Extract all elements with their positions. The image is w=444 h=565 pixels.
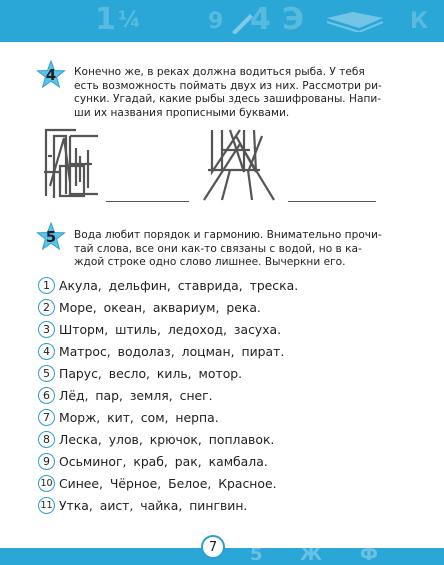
list-item[interactable]: [38, 429, 274, 449]
item-number: 10: [38, 475, 55, 492]
task5-description: [74, 229, 398, 270]
item-number: 3: [38, 321, 55, 338]
encoded-fish-picture-2: [200, 126, 278, 202]
item-text: Матрос, водолаз, лоцман, пират.: [59, 343, 285, 359]
text-line: ждой строке одно слово лишнее. Вычеркни его.: [74, 256, 346, 269]
list-item[interactable]: [38, 341, 284, 361]
list-item[interactable]: [38, 451, 268, 471]
item-number: 2: [38, 299, 55, 316]
item-number: 11: [38, 497, 55, 514]
item-number: 1: [38, 277, 55, 294]
task-number: 4: [45, 66, 57, 84]
item-number: 4: [38, 343, 55, 360]
item-text: Море, океан, аквариум, река.: [59, 299, 261, 315]
list-item[interactable]: [38, 407, 219, 427]
digit-decoration: ¼: [118, 8, 141, 33]
item-text: Лёд, пар, земля, снег.: [59, 387, 213, 403]
letter-decoration: Ф: [360, 544, 378, 565]
text-line: сунки. Угадай, какие рыбы здесь зашифрованы. Напи-: [74, 93, 382, 106]
encoded-fish-picture-1: [40, 126, 104, 200]
item-text: Утка, аист, чайка, пингвин.: [59, 497, 248, 513]
list-item[interactable]: [38, 319, 281, 339]
pencil-decoration-icon: [230, 12, 254, 34]
list-item[interactable]: [38, 297, 261, 317]
text-line: Конечно же, в реках должна водиться рыба. У тебя: [74, 66, 365, 78]
task4-description: [74, 66, 398, 120]
item-text: Парус, весло, киль, мотор.: [59, 365, 243, 381]
item-text: Леска, улов, крючок, поплавок.: [59, 431, 275, 447]
item-text: Осьминог, краб, рак, камбала.: [59, 453, 268, 469]
task-number: 5: [45, 228, 57, 246]
header-band: [0, 0, 444, 42]
list-item[interactable]: [38, 275, 298, 295]
letter-decoration: Ж: [300, 544, 323, 565]
answer-line-2[interactable]: [288, 201, 376, 202]
item-text: Морж, кит, сом, нерпа.: [59, 409, 219, 425]
item-text: Шторм, штиль, ледоход, засуха.: [59, 321, 282, 337]
item-number: 6: [38, 387, 55, 404]
digit-decoration: 5: [250, 544, 263, 565]
letter-decoration: Э: [282, 2, 305, 37]
item-number: 8: [38, 431, 55, 448]
list-item[interactable]: [38, 495, 247, 515]
list-item[interactable]: [38, 363, 242, 383]
list-item[interactable]: [38, 473, 277, 493]
item-number: 5: [38, 365, 55, 382]
item-text: Синее, Чёрное, Белое, Красное.: [59, 475, 277, 491]
item-number: 9: [38, 453, 55, 470]
text-line: есть возможность поймать двух из них. Рассмотри ри-: [74, 79, 382, 92]
answer-line-1[interactable]: [106, 201, 189, 202]
text-line: Вода любит порядок и гармонию. Внимательно прочи-: [74, 229, 382, 241]
digit-decoration: 1: [95, 2, 116, 37]
page-number: 7: [201, 535, 225, 559]
text-line: ши их названия прописными буквами.: [74, 106, 290, 119]
letter-decoration: К: [410, 9, 428, 34]
item-text: Акула, дельфин, ставрида, треска.: [59, 277, 299, 293]
item-number: 7: [38, 409, 55, 426]
digit-decoration: 9: [208, 9, 224, 34]
list-item[interactable]: [38, 385, 213, 405]
book-decoration-icon: [325, 10, 385, 32]
text-line: тай слова, все они как-то связаны с водой, но в ка-: [74, 242, 362, 255]
digit-decoration: 4: [250, 2, 271, 37]
